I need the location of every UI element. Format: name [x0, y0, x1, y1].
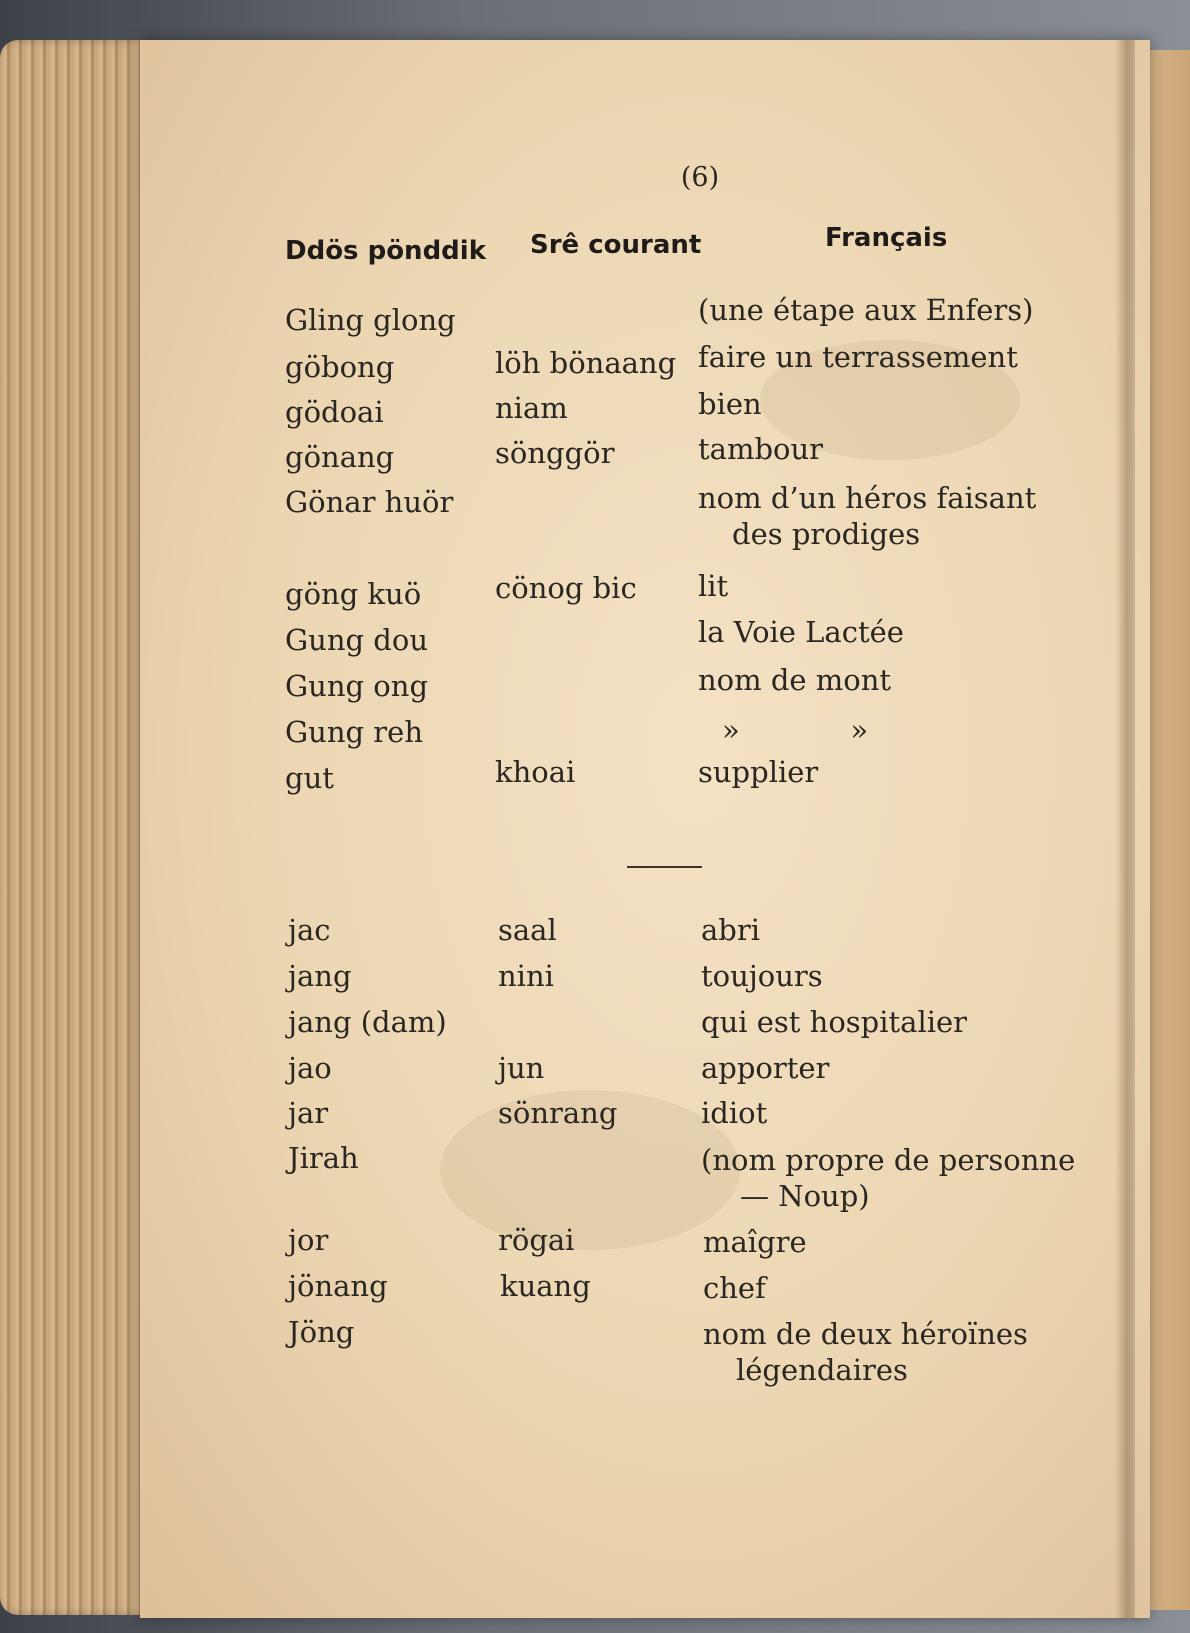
french-term: toujours: [701, 959, 823, 993]
french-term: supplier: [698, 755, 819, 789]
ddos-term: gödoai: [285, 395, 384, 429]
ddos-term: göng kuö: [285, 577, 422, 611]
sre-term: khoai: [495, 755, 576, 789]
table-row: [140, 293, 1150, 338]
ddos-term: göbong: [285, 350, 395, 384]
sre-term: niam: [495, 391, 568, 425]
table-row: [140, 340, 1150, 385]
ddos-term: Gung reh: [285, 715, 424, 749]
french-term: lit: [698, 569, 729, 603]
table-row: [140, 912, 1150, 952]
sre-term: jun: [498, 1051, 545, 1085]
page-number: (6): [680, 162, 720, 193]
french-term: nom de mont: [698, 663, 892, 697]
french-term-continued: — Noup): [740, 1179, 870, 1213]
french-term: bien: [698, 387, 762, 421]
french-term: abri: [701, 913, 760, 947]
french-term: nom de deux héroïnes: [703, 1317, 1028, 1351]
ddos-term: jor: [288, 1223, 329, 1257]
french-term: nom d’un héros faisant: [698, 481, 1037, 515]
french-term: (nom propre de personne: [701, 1143, 1076, 1177]
french-term: (une étape aux Enfers): [698, 293, 1034, 327]
sre-term: cönog bic: [495, 571, 637, 605]
french-term: faire un terrassement: [698, 340, 1018, 374]
ddos-term: Jöng: [288, 1315, 355, 1349]
table-row: [140, 1314, 1150, 1394]
ddos-term: Gönar huör: [285, 485, 454, 519]
ddos-term: jang (dam): [288, 1005, 447, 1039]
table-row: [140, 387, 1150, 430]
ddos-term: jao: [288, 1051, 332, 1085]
french-term: apporter: [701, 1051, 830, 1085]
glossary-table: [140, 40, 1150, 1618]
table-row: [140, 662, 1150, 702]
table-row: [140, 570, 1150, 610]
ddos-term: Gung ong: [285, 669, 429, 703]
ddos-term: Gling glong: [285, 303, 456, 337]
sre-term: sönrang: [498, 1096, 618, 1130]
ddos-term: Jirah: [288, 1141, 359, 1175]
table-row: [140, 958, 1150, 998]
table-row: [140, 1140, 1150, 1220]
sre-term: nini: [498, 959, 554, 993]
table-row: [140, 1268, 1150, 1308]
french-term-continued: des prodiges: [732, 517, 921, 551]
french-term-continued: légendaires: [736, 1353, 908, 1387]
ditto-marks: » »: [722, 713, 869, 747]
ddos-term: Gung dou: [285, 623, 429, 657]
ddos-term: gönang: [285, 440, 395, 474]
header-francais: Français: [825, 223, 948, 253]
ddos-term: jönang: [288, 1269, 388, 1303]
french-term: idiot: [701, 1096, 768, 1130]
sre-term: rögai: [498, 1223, 575, 1257]
french-term: tambour: [698, 432, 824, 466]
sre-term: saal: [498, 913, 557, 947]
french-term: chef: [703, 1271, 766, 1305]
french-term: la Voie Lactée: [698, 615, 904, 649]
table-row: [140, 480, 1150, 560]
section-divider: [627, 866, 702, 868]
table-row: [140, 1050, 1150, 1090]
table-row: [140, 708, 1150, 748]
table-row: [140, 754, 1150, 794]
french-term: maîgre: [703, 1225, 807, 1259]
book-gutter: [1115, 40, 1135, 1618]
book-page: [140, 40, 1150, 1618]
ddos-term: jang: [288, 959, 352, 993]
header-sre-courant: Srê courant: [530, 230, 702, 260]
ddos-term: gut: [285, 761, 334, 795]
header-ddos-ponddik: Ddös pönddik: [285, 236, 486, 266]
table-row: [140, 616, 1150, 656]
sre-term: löh bönaang: [495, 346, 677, 380]
sre-term: sönggör: [495, 436, 615, 470]
french-term: qui est hospitalier: [701, 1005, 968, 1039]
ddos-term: jac: [288, 913, 331, 947]
table-row: [140, 432, 1150, 475]
sre-term: kuang: [500, 1269, 591, 1303]
table-row: [140, 1222, 1150, 1262]
table-row: [140, 1095, 1150, 1135]
table-row: [140, 1004, 1150, 1044]
ddos-term: jar: [288, 1096, 329, 1130]
